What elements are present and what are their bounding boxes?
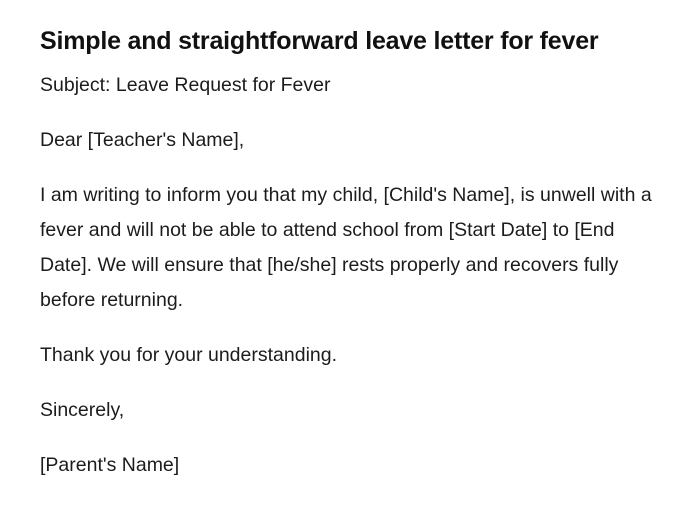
letter-document xyxy=(40,24,670,503)
letter-salutation: Dear [Teacher's Name], xyxy=(40,129,245,151)
document-title: Simple and straightforward leave letter for fever xyxy=(40,27,599,55)
letter-subject: Subject: Leave Request for Fever xyxy=(40,74,331,96)
letter-body: I am writing to inform you that my child, [Child's Name], is unwell with a fever and will not be able to attend school from [Start Date] to [End Date]. We will ensure that [he/she] rests properly and recovers fully before returning. xyxy=(40,184,652,311)
letter-thanks: Thank you for your understanding. xyxy=(40,344,338,366)
letter-signature: [Parent's Name] xyxy=(40,454,180,476)
letter-closing: Sincerely, xyxy=(40,399,125,421)
